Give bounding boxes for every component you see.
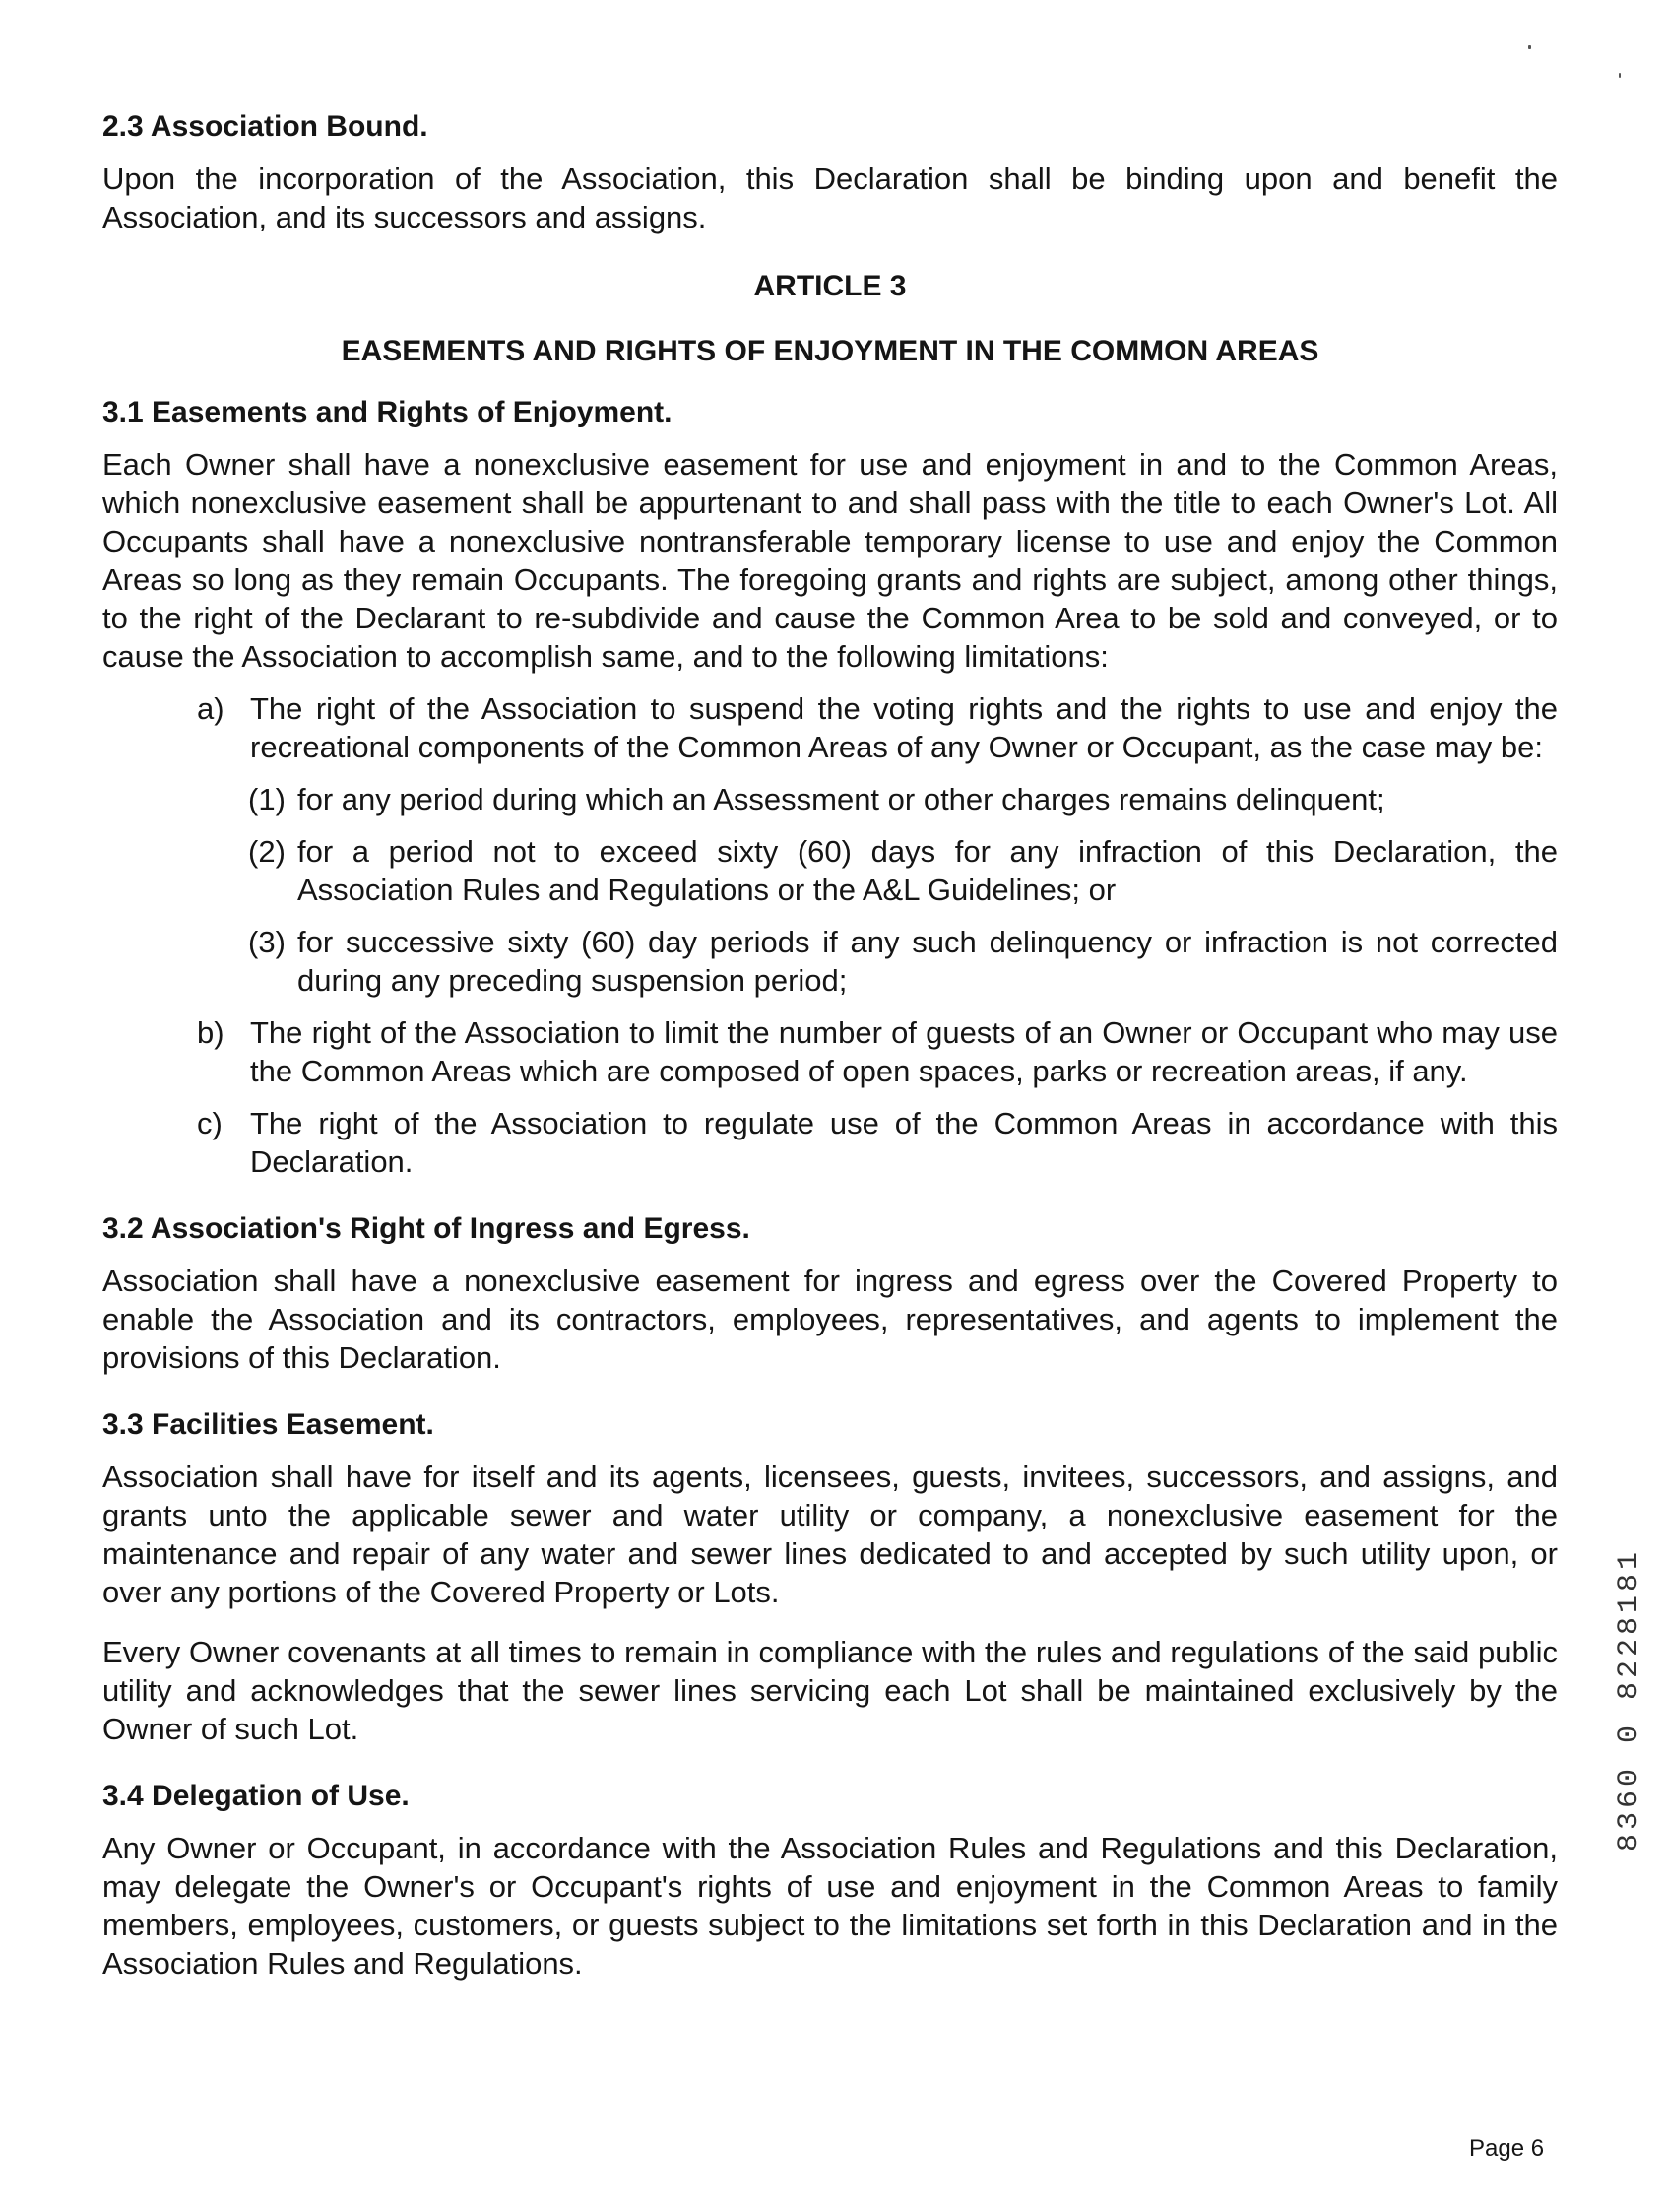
section-body: Upon the incorporation of the Association, this Declaration shall be binding upon and benefit the Association, and its successors and assigns. (102, 162, 1558, 234)
list-item-text: for successive sixty (60) day periods if any such delinquency or infraction is not corrected during any preceding suspension period; (297, 925, 1558, 998)
list-item-text: The right of the Association to suspend the voting rights and the rights to use and enjoy the recreational components of the Common Areas of any Owner or Occupant, as the case may be: (250, 691, 1558, 764)
section-body: Each Owner shall have a nonexclusive easement for use and enjoyment in and to the Common Areas, which nonexclusive easement shall be appurtenant to and shall pass with the title to each Owner's Lot. All Occupants shall have a nonexclusive nontransferable temporary license to use and enjoy the Common Areas so long as they remain Occupants. The foregoing grants and rights are subject, among other things, to the right of the Declarant to re-subdivide and cause the Common Area to be sold and conveyed, or to cause the Association to accomplish same, and to the following limitations: (102, 447, 1558, 674)
article-title: EASEMENTS AND RIGHTS OF ENJOYMENT IN THE COMMON AREAS (341, 335, 1319, 367)
list-item-c (102, 1104, 1558, 1181)
section-3-4 (102, 1778, 1558, 1983)
document-body (102, 108, 1558, 1983)
list-item-text: The right of the Association to regulate use of the Common Areas in accordance with this Declaration. (250, 1106, 1558, 1179)
list-marker: (1) (248, 782, 286, 816)
list-item-text: for a period not to exceed sixty (60) days for any infraction of this Declaration, the Association Rules and Regulations or the A&L Guidelines; or (297, 834, 1558, 907)
list-item-a-3 (102, 923, 1558, 1000)
list-marker: (2) (248, 834, 286, 869)
section-body: Every Owner covenants at all times to remain in compliance with the rules and regulations of the said public utility and acknowledges that the sewer lines servicing each Lot shall be maintained exclusively by the Owner of such Lot. (102, 1635, 1558, 1746)
list-item-a-2 (102, 832, 1558, 909)
section-body: Association shall have for itself and its agents, licensees, guests, invitees, successors, and assigns, and grants unto the applicable sewer and water utility or company, a nonexclusive easement for the maintenance and repair of any water and sewer lines dedicated to and accepted by such utility upon, or over any portions of the Covered Property or Lots. (102, 1460, 1558, 1609)
section-3-2 (102, 1210, 1558, 1377)
list-marker: c) (197, 1106, 223, 1140)
article-number: ARTICLE 3 (753, 270, 907, 302)
list-item-b (102, 1013, 1558, 1090)
list-marker: a) (197, 691, 224, 726)
section-heading: 3.3 Facilities Easement. (102, 1408, 434, 1441)
page-number: Page 6 (1469, 2135, 1545, 2162)
list-item-a (102, 689, 1558, 766)
list-item-text: for any period during which an Assessment or other charges remains delinquent; (297, 782, 1385, 816)
list-item-text: The right of the Association to limit the number of guests of an Owner or Occupant who may use the Common Areas which are composed of open spaces, parks or recreation areas, if any. (250, 1015, 1558, 1088)
section-3-1 (102, 394, 1558, 1181)
scan-speck (1619, 73, 1621, 78)
section-2-3 (102, 108, 1558, 236)
section-heading: 2.3 Association Bound. (102, 110, 428, 143)
section-body: Association shall have a nonexclusive easement for ingress and egress over the Covered Property to enable the Association and its contractors, employees, representatives, and agents to implement the provisions of this Declaration. (102, 1264, 1558, 1375)
list-item-a-1 (102, 780, 1558, 818)
margin-stamp-text: 8360 0 8228181 (1613, 1547, 1646, 1852)
section-heading: 3.4 Delegation of Use. (102, 1780, 410, 1812)
section-heading: 3.2 Association's Right of Ingress and Egress. (102, 1212, 750, 1245)
section-body: Any Owner or Occupant, in accordance with the Association Rules and Regulations and this Declaration, may delegate the Owner's or Occupant's rights of use and enjoyment in the Common Areas to family members, employees, customers, or guests subject to the limitations set forth in this Declaration and in the Association Rules and Regulations. (102, 1831, 1558, 1981)
section-heading: 3.1 Easements and Rights of Enjoyment. (102, 396, 673, 428)
scan-speck (1528, 45, 1531, 49)
margin-stamp (1575, 1547, 1646, 1852)
section-3-3 (102, 1406, 1558, 1748)
list-marker: (3) (248, 925, 286, 959)
list-marker: b) (197, 1015, 224, 1050)
